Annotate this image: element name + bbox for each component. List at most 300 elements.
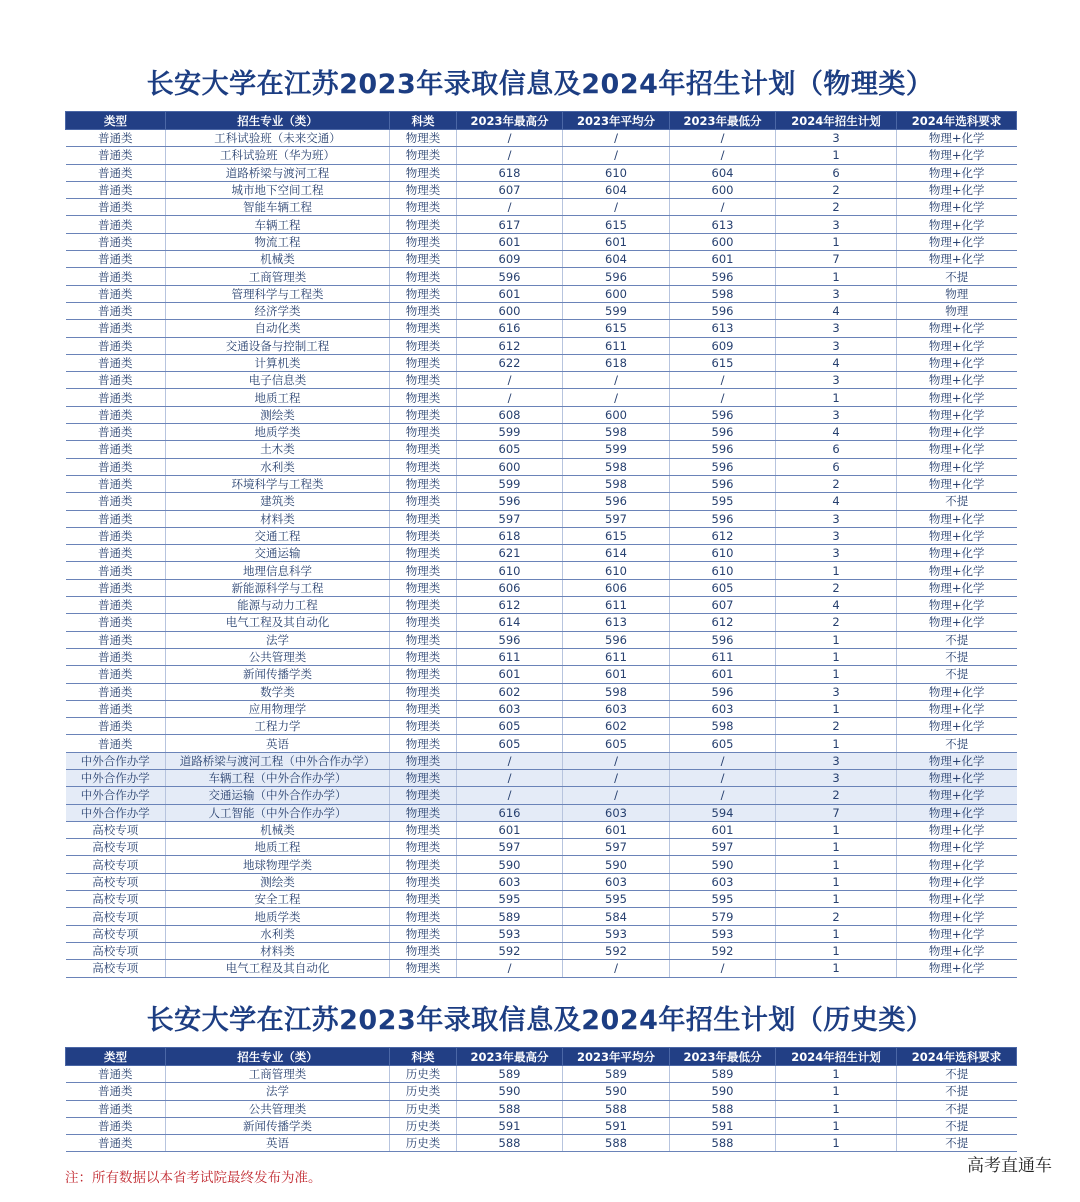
table-cell: 物理+化学	[897, 597, 1017, 614]
table-row	[66, 199, 1017, 216]
table-row	[66, 700, 1017, 717]
table-cell: 589	[457, 908, 563, 925]
table-cell: 物理类	[390, 130, 457, 147]
table-row	[66, 337, 1017, 354]
table-cell: 605	[563, 735, 670, 752]
table-cell: 水利类	[166, 458, 390, 475]
table-cell: 598	[563, 424, 670, 441]
table-cell: /	[563, 769, 670, 786]
table-cell: 物理类	[390, 164, 457, 181]
table-cell: 普通类	[66, 199, 166, 216]
table-row	[66, 648, 1017, 665]
table-cell: 普通类	[66, 302, 166, 319]
table-cell: 596	[563, 631, 670, 648]
table-cell: 普通类	[66, 493, 166, 510]
table-cell: 1	[776, 147, 897, 164]
table-cell: 物理类	[390, 648, 457, 665]
table-cell: 地质工程	[166, 839, 390, 856]
table-cell: 物理+化学	[897, 527, 1017, 544]
table-cell: 普通类	[66, 579, 166, 596]
table-cell: 589	[457, 1066, 563, 1083]
column-header: 2023年最低分	[670, 112, 776, 130]
table-cell: 普通类	[66, 562, 166, 579]
table-cell: 1	[776, 942, 897, 959]
table-cell: 历史类	[390, 1135, 457, 1152]
table-cell: 590	[670, 1083, 776, 1100]
table-cell: 电子信息类	[166, 372, 390, 389]
table-cell: 物理类	[390, 769, 457, 786]
table-cell: 594	[670, 804, 776, 821]
table-cell: 596	[670, 683, 776, 700]
table-cell: 普通类	[66, 181, 166, 198]
table-row	[66, 718, 1017, 735]
table-cell: 高校专项	[66, 856, 166, 873]
table-cell: 598	[563, 683, 670, 700]
table-cell: 3	[776, 337, 897, 354]
table-row	[66, 458, 1017, 475]
table-cell: 596	[670, 424, 776, 441]
table-cell: 物理类	[390, 337, 457, 354]
table-cell: 593	[670, 925, 776, 942]
table-cell: 618	[457, 164, 563, 181]
table-cell: 602	[457, 683, 563, 700]
table-cell: 普通类	[66, 1135, 166, 1152]
table-cell: 不提	[897, 1066, 1017, 1083]
table-cell: 617	[457, 216, 563, 233]
table-cell: 机械类	[166, 821, 390, 838]
table-cell: 579	[670, 908, 776, 925]
table-cell: 物理	[897, 285, 1017, 302]
table-cell: /	[563, 787, 670, 804]
table-cell: /	[670, 960, 776, 977]
table-cell: 2	[776, 579, 897, 596]
table-row	[66, 839, 1017, 856]
table-cell: 物理类	[390, 579, 457, 596]
table-cell: 606	[563, 579, 670, 596]
table-cell: 物理+化学	[897, 856, 1017, 873]
table-cell: 596	[670, 406, 776, 423]
table-cell: 3	[776, 406, 897, 423]
table-cell: /	[670, 752, 776, 769]
table-cell: 城市地下空间工程	[166, 181, 390, 198]
table-cell: 621	[457, 545, 563, 562]
table-cell: 不提	[897, 493, 1017, 510]
table-cell: 3	[776, 752, 897, 769]
table-cell: 物理类	[390, 873, 457, 890]
table-cell: 597	[563, 839, 670, 856]
table-cell: 600	[563, 285, 670, 302]
table-cell: 普通类	[66, 1083, 166, 1100]
table-cell: 599	[563, 302, 670, 319]
table-cell: 596	[457, 631, 563, 648]
table-cell: 588	[563, 1100, 670, 1117]
table-row	[66, 735, 1017, 752]
physics-table-title: 长安大学在江苏2023年录取信息及2024年招生计划（物理类）	[146, 69, 934, 100]
table-cell: 物理类	[390, 320, 457, 337]
table-cell: 普通类	[66, 164, 166, 181]
table-cell: 地质学类	[166, 424, 390, 441]
table-cell: /	[457, 787, 563, 804]
table-cell: 物理类	[390, 752, 457, 769]
table-cell: 2	[776, 199, 897, 216]
table-row	[66, 475, 1017, 492]
column-header: 2024年选科要求	[897, 1048, 1017, 1066]
table-cell: 普通类	[66, 1100, 166, 1117]
table-cell: 611	[563, 597, 670, 614]
table-row	[66, 891, 1017, 908]
table-cell: 物理类	[390, 942, 457, 959]
table-cell: 608	[457, 406, 563, 423]
table-cell: 普通类	[66, 320, 166, 337]
table-row	[66, 579, 1017, 596]
table-cell: 历史类	[390, 1100, 457, 1117]
table-cell: 物理+化学	[897, 389, 1017, 406]
table-row	[66, 925, 1017, 942]
table-cell: 车辆工程（中外合作办学）	[166, 769, 390, 786]
table-cell: 普通类	[66, 631, 166, 648]
table-cell: 公共管理类	[166, 648, 390, 665]
table-cell: 物理+化学	[897, 181, 1017, 198]
column-header: 招生专业（类）	[166, 112, 390, 130]
table-cell: 物理类	[390, 510, 457, 527]
table-cell: 592	[563, 942, 670, 959]
table-cell: 593	[563, 925, 670, 942]
table-cell: 6	[776, 441, 897, 458]
table-cell: 601	[670, 251, 776, 268]
table-cell: 612	[457, 337, 563, 354]
table-cell: 595	[670, 891, 776, 908]
table-cell: 601	[457, 285, 563, 302]
watermark: 高考直通车	[967, 1156, 1052, 1176]
table-row	[66, 1135, 1017, 1152]
table-cell: 物理+化学	[897, 683, 1017, 700]
table-row	[66, 424, 1017, 441]
table-cell: /	[670, 199, 776, 216]
table-cell: /	[457, 389, 563, 406]
table-cell: 600	[670, 181, 776, 198]
table-cell: /	[670, 769, 776, 786]
table-cell: 1	[776, 1135, 897, 1152]
table-cell: 物理+化学	[897, 960, 1017, 977]
table-cell: 604	[563, 251, 670, 268]
table-cell: 595	[563, 891, 670, 908]
history-table-title: 长安大学在江苏2023年录取信息及2024年招生计划（历史类）	[146, 1005, 934, 1036]
table-cell: 不提	[897, 631, 1017, 648]
table-cell: 597	[457, 839, 563, 856]
table-row	[66, 285, 1017, 302]
table-cell: 596	[670, 475, 776, 492]
table-cell: 1	[776, 891, 897, 908]
table-cell: 普通类	[66, 285, 166, 302]
table-cell: 材料类	[166, 510, 390, 527]
table-cell: 机械类	[166, 251, 390, 268]
table-cell: 591	[563, 1117, 670, 1134]
table-cell: 2	[776, 614, 897, 631]
table-cell: 607	[457, 181, 563, 198]
table-cell: 590	[457, 856, 563, 873]
table-cell: 600	[457, 458, 563, 475]
table-cell: 7	[776, 804, 897, 821]
table-cell: 材料类	[166, 942, 390, 959]
table-row	[66, 631, 1017, 648]
table-cell: 602	[563, 718, 670, 735]
table-cell: 物理类	[390, 285, 457, 302]
table-cell: 物理+化学	[897, 320, 1017, 337]
table-cell: 1	[776, 839, 897, 856]
table-cell: /	[457, 199, 563, 216]
table-cell: 595	[457, 891, 563, 908]
table-cell: 1	[776, 1066, 897, 1083]
physics-admission-table	[65, 111, 1017, 978]
table-cell: 601	[457, 821, 563, 838]
table-cell: 609	[670, 337, 776, 354]
table-cell: 车辆工程	[166, 216, 390, 233]
table-row	[66, 164, 1017, 181]
table-cell: 历史类	[390, 1083, 457, 1100]
table-cell: 616	[457, 804, 563, 821]
table-cell: 物理类	[390, 597, 457, 614]
table-cell: 599	[563, 441, 670, 458]
table-cell: 605	[457, 441, 563, 458]
table-cell: 物理类	[390, 372, 457, 389]
table-cell: 598	[563, 475, 670, 492]
table-cell: 610	[563, 562, 670, 579]
table-cell: 安全工程	[166, 891, 390, 908]
table-cell: 交通工程	[166, 527, 390, 544]
table-cell: 601	[563, 821, 670, 838]
table-cell: 611	[457, 648, 563, 665]
disclaimer-note: 注：所有数据以本省考试院最终发布为准。	[65, 1170, 322, 1186]
table-cell: 普通类	[66, 458, 166, 475]
table-cell: 1	[776, 631, 897, 648]
table-cell: 605	[457, 735, 563, 752]
physics-table-header	[66, 112, 1017, 130]
table-cell: 596	[670, 441, 776, 458]
table-cell: 1	[776, 960, 897, 977]
table-cell: 601	[563, 233, 670, 250]
table-cell: 普通类	[66, 1117, 166, 1134]
table-cell: /	[670, 147, 776, 164]
table-cell: 591	[457, 1117, 563, 1134]
table-cell: 不提	[897, 648, 1017, 665]
table-cell: 普通类	[66, 614, 166, 631]
table-cell: 613	[670, 320, 776, 337]
table-cell: 611	[563, 648, 670, 665]
table-cell: 普通类	[66, 354, 166, 371]
table-cell: 3	[776, 545, 897, 562]
column-header: 科类	[390, 1048, 457, 1066]
table-cell: 2	[776, 475, 897, 492]
table-cell: 物理+化学	[897, 199, 1017, 216]
table-cell: 物理类	[390, 493, 457, 510]
table-cell: 590	[563, 1083, 670, 1100]
table-row	[66, 251, 1017, 268]
table-cell: 2	[776, 718, 897, 735]
table-cell: 经济学类	[166, 302, 390, 319]
table-cell: 不提	[897, 268, 1017, 285]
table-cell: 1	[776, 821, 897, 838]
table-cell: 610	[670, 562, 776, 579]
table-cell: 应用物理学	[166, 700, 390, 717]
table-cell: 物理+化学	[897, 475, 1017, 492]
table-cell: /	[563, 389, 670, 406]
table-cell: 4	[776, 597, 897, 614]
table-cell: 普通类	[66, 527, 166, 544]
table-cell: 物理类	[390, 787, 457, 804]
table-cell: /	[563, 752, 670, 769]
table-cell: 普通类	[66, 130, 166, 147]
table-cell: 588	[457, 1135, 563, 1152]
table-row	[66, 493, 1017, 510]
table-cell: 596	[670, 302, 776, 319]
table-cell: /	[457, 372, 563, 389]
table-cell: 电气工程及其自动化	[166, 614, 390, 631]
table-cell: 普通类	[66, 545, 166, 562]
table-row	[66, 804, 1017, 821]
table-cell: 普通类	[66, 510, 166, 527]
table-cell: 普通类	[66, 718, 166, 735]
table-cell: 3	[776, 285, 897, 302]
table-cell: 物理+化学	[897, 510, 1017, 527]
table-cell: 618	[563, 354, 670, 371]
table-cell: 588	[563, 1135, 670, 1152]
table-cell: 606	[457, 579, 563, 596]
table-cell: 物理+化学	[897, 164, 1017, 181]
table-cell: 高校专项	[66, 908, 166, 925]
table-cell: 普通类	[66, 683, 166, 700]
table-cell: 1	[776, 700, 897, 717]
table-cell: 物理类	[390, 735, 457, 752]
table-cell: 3	[776, 372, 897, 389]
table-cell: 普通类	[66, 597, 166, 614]
table-cell: 物理类	[390, 683, 457, 700]
table-cell: 物理类	[390, 545, 457, 562]
table-cell: 605	[670, 579, 776, 596]
table-cell: 1	[776, 735, 897, 752]
table-row	[66, 873, 1017, 890]
table-cell: 物理+化学	[897, 441, 1017, 458]
table-row	[66, 666, 1017, 683]
table-cell: 物理类	[390, 199, 457, 216]
column-header: 2024年选科要求	[897, 112, 1017, 130]
table-cell: 物理+化学	[897, 942, 1017, 959]
table-cell: 596	[563, 268, 670, 285]
table-cell: 能源与动力工程	[166, 597, 390, 614]
table-row	[66, 942, 1017, 959]
table-cell: 物理类	[390, 216, 457, 233]
table-cell: 596	[457, 493, 563, 510]
table-cell: 物理+化学	[897, 216, 1017, 233]
table-cell: 614	[563, 545, 670, 562]
column-header: 科类	[390, 112, 457, 130]
table-cell: 622	[457, 354, 563, 371]
table-cell: 物理类	[390, 406, 457, 423]
table-cell: 电气工程及其自动化	[166, 960, 390, 977]
table-cell: 物理类	[390, 268, 457, 285]
table-cell: 中外合作办学	[66, 804, 166, 821]
table-cell: 物理类	[390, 718, 457, 735]
table-cell: 1	[776, 1100, 897, 1117]
table-cell: 4	[776, 302, 897, 319]
table-cell: 589	[670, 1066, 776, 1083]
table-row	[66, 268, 1017, 285]
table-cell: 法学	[166, 1083, 390, 1100]
table-cell: 测绘类	[166, 406, 390, 423]
table-cell: 普通类	[66, 268, 166, 285]
table-row	[66, 1117, 1017, 1134]
table-cell: 普通类	[66, 372, 166, 389]
table-cell: 物理+化学	[897, 251, 1017, 268]
table-cell: 603	[457, 873, 563, 890]
table-cell: 3	[776, 320, 897, 337]
table-cell: 1	[776, 1117, 897, 1134]
table-cell: 普通类	[66, 216, 166, 233]
table-cell: 交通运输	[166, 545, 390, 562]
table-cell: 618	[457, 527, 563, 544]
table-cell: 物理+化学	[897, 458, 1017, 475]
table-cell: 工科试验班（华为班）	[166, 147, 390, 164]
table-cell: 1	[776, 873, 897, 890]
table-cell: 物理+化学	[897, 908, 1017, 925]
table-cell: 601	[563, 666, 670, 683]
table-cell: 物理+化学	[897, 545, 1017, 562]
table-cell: 584	[563, 908, 670, 925]
table-cell: 601	[670, 821, 776, 838]
table-cell: 3	[776, 130, 897, 147]
table-cell: 612	[457, 597, 563, 614]
table-cell: 614	[457, 614, 563, 631]
table-cell: 6	[776, 458, 897, 475]
table-cell: 590	[563, 856, 670, 873]
table-row	[66, 510, 1017, 527]
table-cell: 603	[563, 804, 670, 821]
table-cell: 590	[670, 856, 776, 873]
table-cell: 615	[563, 527, 670, 544]
history-admission-table	[65, 1047, 1017, 1152]
table-cell: 不提	[897, 1083, 1017, 1100]
table-cell: /	[670, 372, 776, 389]
table-cell: 高校专项	[66, 942, 166, 959]
table-cell: 物理+化学	[897, 821, 1017, 838]
table-cell: 4	[776, 493, 897, 510]
table-cell: 人工智能（中外合作办学）	[166, 804, 390, 821]
column-header: 2024年招生计划	[776, 1048, 897, 1066]
table-cell: 普通类	[66, 389, 166, 406]
table-cell: /	[563, 960, 670, 977]
table-cell: 590	[457, 1083, 563, 1100]
table-row	[66, 372, 1017, 389]
table-cell: 自动化类	[166, 320, 390, 337]
table-cell: 公共管理类	[166, 1100, 390, 1117]
table-cell: 物理类	[390, 821, 457, 838]
table-cell: /	[670, 389, 776, 406]
table-cell: 地质学类	[166, 908, 390, 925]
table-cell: /	[563, 199, 670, 216]
table-row	[66, 354, 1017, 371]
table-cell: 普通类	[66, 147, 166, 164]
column-header: 招生专业（类）	[166, 1048, 390, 1066]
table-cell: 物理类	[390, 389, 457, 406]
table-cell: 工商管理类	[166, 268, 390, 285]
table-cell: 英语	[166, 1135, 390, 1152]
table-cell: 不提	[897, 1117, 1017, 1134]
table-cell: 物理类	[390, 908, 457, 925]
table-cell: 物理+化学	[897, 718, 1017, 735]
table-cell: 1	[776, 268, 897, 285]
column-header: 类型	[66, 1048, 166, 1066]
table-cell: 物理+化学	[897, 891, 1017, 908]
table-row	[66, 856, 1017, 873]
